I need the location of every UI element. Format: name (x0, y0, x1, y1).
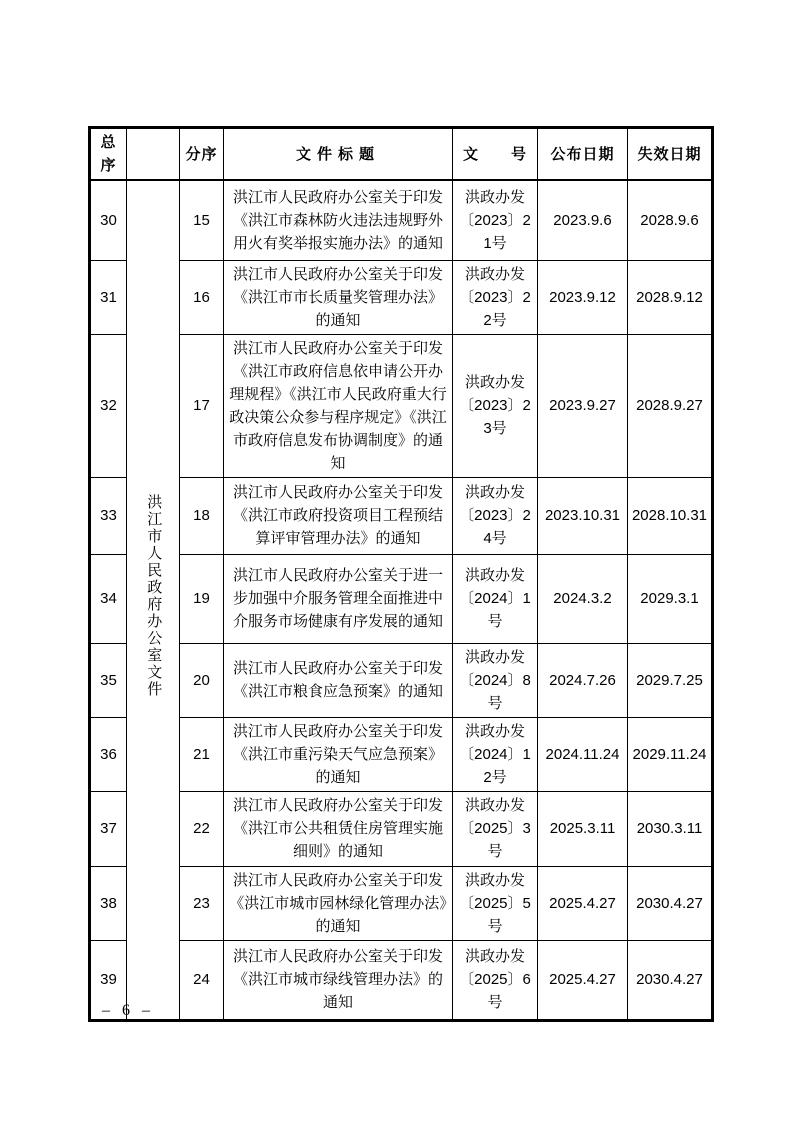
seq-cell: 38 (90, 866, 127, 940)
title-cell: 洪江市人民政府办公室关于印发《洪江市公共租赁住房管理实施细则》的通知 (224, 791, 453, 866)
seq-cell: 39 (90, 940, 127, 1020)
table-row (90, 554, 713, 643)
publish-date-cell: 2023.10.31 (538, 477, 628, 554)
seq-cell: 37 (90, 791, 127, 866)
publish-date-cell: 2025.3.11 (538, 791, 628, 866)
subseq-cell: 23 (180, 866, 224, 940)
expire-date-cell: 2028.9.6 (628, 180, 713, 260)
publish-date-cell: 2024.11.24 (538, 717, 628, 791)
doc-no-cell: 洪政办发〔2023〕24号 (453, 477, 538, 554)
header-seq: 总序 (90, 128, 127, 181)
expire-date-cell: 2029.7.25 (628, 643, 713, 717)
publish-date-cell: 2023.9.27 (538, 334, 628, 477)
doc-no-cell: 洪政办发〔2025〕3号 (453, 791, 538, 866)
doc-no-cell: 洪政办发〔2023〕23号 (453, 334, 538, 477)
publish-date-cell: 2025.4.27 (538, 940, 628, 1020)
doc-no-cell: 洪政办发〔2024〕12号 (453, 717, 538, 791)
table-row (90, 260, 713, 334)
seq-cell: 35 (90, 643, 127, 717)
expire-date-cell: 2030.4.27 (628, 940, 713, 1020)
subseq-cell: 20 (180, 643, 224, 717)
title-cell: 洪江市人民政府办公室关于进一步加强中介服务管理全面推进中介服务市场健康有序发展的通知 (224, 554, 453, 643)
subseq-cell: 18 (180, 477, 224, 554)
seq-cell: 36 (90, 717, 127, 791)
table-row (90, 717, 713, 791)
expire-date-cell: 2030.4.27 (628, 866, 713, 940)
publish-date-cell: 2024.7.26 (538, 643, 628, 717)
publish-date-cell: 2025.4.27 (538, 866, 628, 940)
table-row (90, 180, 713, 260)
subseq-cell: 19 (180, 554, 224, 643)
title-cell: 洪江市人民政府办公室关于印发《洪江市粮食应急预案》的通知 (224, 643, 453, 717)
expire-date-cell: 2028.10.31 (628, 477, 713, 554)
subseq-cell: 22 (180, 791, 224, 866)
seq-cell: 30 (90, 180, 127, 260)
expire-date-cell: 2029.3.1 (628, 554, 713, 643)
publish-date-cell: 2023.9.12 (538, 260, 628, 334)
header-publish-date: 公布日期 (538, 128, 628, 181)
seq-cell: 32 (90, 334, 127, 477)
table-row (90, 334, 713, 477)
title-cell: 洪江市人民政府办公室关于印发《洪江市城市园林绿化管理办法》的通知 (224, 866, 453, 940)
group-label: 洪江市人民政府办公室文件 (145, 494, 163, 699)
publish-date-cell: 2023.9.6 (538, 180, 628, 260)
table-row (90, 791, 713, 866)
table-row (90, 940, 713, 1020)
doc-no-cell: 洪政办发〔2025〕5号 (453, 866, 538, 940)
doc-no-cell: 洪政办发〔2023〕22号 (453, 260, 538, 334)
title-cell: 洪江市人民政府办公室关于印发《洪江市市长质量奖管理办法》的通知 (224, 260, 453, 334)
doc-no-cell: 洪政办发〔2025〕6号 (453, 940, 538, 1020)
publish-date-cell: 2024.3.2 (538, 554, 628, 643)
doc-no-cell: 洪政办发〔2023〕21号 (453, 180, 538, 260)
header-title: 文件标题 (224, 128, 453, 181)
subseq-cell: 17 (180, 334, 224, 477)
expire-date-cell: 2028.9.27 (628, 334, 713, 477)
table-row (90, 643, 713, 717)
seq-cell: 31 (90, 260, 127, 334)
title-cell: 洪江市人民政府办公室关于印发《洪江市重污染天气应急预案》的通知 (224, 717, 453, 791)
header-doc-no: 文 号 (453, 128, 538, 181)
seq-cell: 34 (90, 554, 127, 643)
doc-no-cell: 洪政办发〔2024〕1号 (453, 554, 538, 643)
subseq-cell: 15 (180, 180, 224, 260)
title-cell: 洪江市人民政府办公室关于印发《洪江市政府信息依申请公开办理规程》《洪江市人民政府重大行政决策公众参与程序规定》《洪江市政府信息发布协调制度》的通知 (224, 334, 453, 477)
header-expire-date: 失效日期 (628, 128, 713, 181)
page-number: – 6 – (102, 1002, 154, 1019)
subseq-cell: 21 (180, 717, 224, 791)
expire-date-cell: 2028.9.12 (628, 260, 713, 334)
table-header-row (90, 128, 713, 181)
header-group (127, 128, 180, 181)
expire-date-cell: 2029.11.24 (628, 717, 713, 791)
title-cell: 洪江市人民政府办公室关于印发《洪江市城市绿线管理办法》的通知 (224, 940, 453, 1020)
header-sub-seq: 分序 (180, 128, 224, 181)
table-row (90, 477, 713, 554)
seq-cell: 33 (90, 477, 127, 554)
document-list-table (88, 126, 714, 1022)
title-cell: 洪江市人民政府办公室关于印发《洪江市政府投资项目工程预结算评审管理办法》的通知 (224, 477, 453, 554)
doc-no-cell: 洪政办发〔2024〕8号 (453, 643, 538, 717)
group-label-cell (127, 180, 180, 1020)
title-cell: 洪江市人民政府办公室关于印发《洪江市森林防火违法违规野外用火有奖举报实施办法》的通知 (224, 180, 453, 260)
expire-date-cell: 2030.3.11 (628, 791, 713, 866)
subseq-cell: 24 (180, 940, 224, 1020)
table-row (90, 866, 713, 940)
subseq-cell: 16 (180, 260, 224, 334)
